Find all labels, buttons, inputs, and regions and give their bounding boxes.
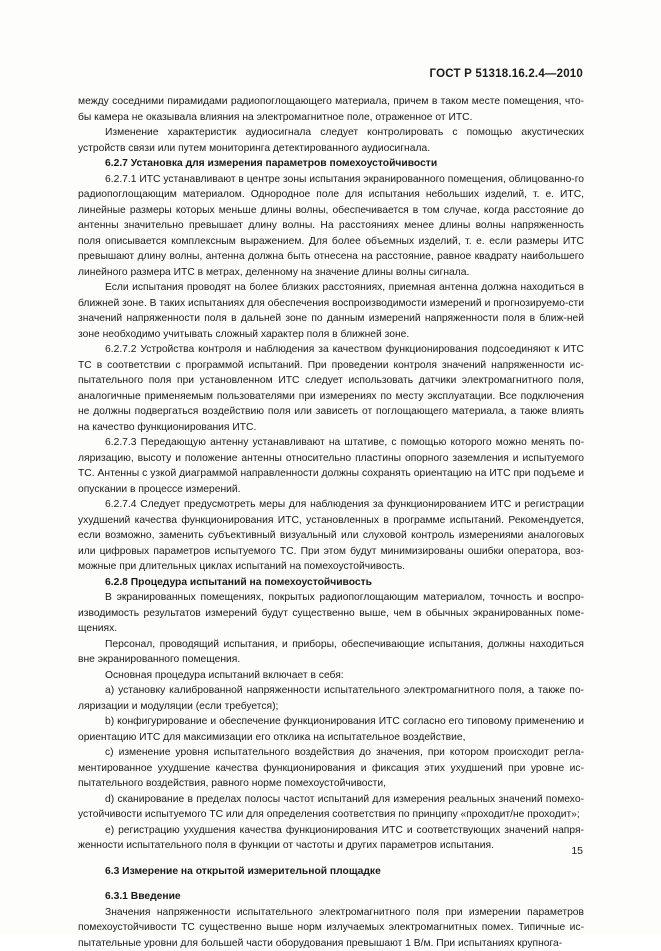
paragraph: В экранированных помещениях, покрытых радиопоглощающим материалом, точность и воспро-изводимость результатов измерений будут существенно выше, чем в обычных экранированных поме-щениях. xyxy=(78,590,584,637)
section-heading: 6.2.8 Процедура испытаний на помехоустойчивость xyxy=(78,575,584,591)
section-heading: 6.2.7 Установка для измерения параметров помехоустойчивости xyxy=(78,156,584,172)
paragraph: Значения напряженности испытательного электромагнитного поля при измерении параметров помехоустойчивости ТС существенно выше норм излучаемых электромагнитных помех. Типичные ис-пытательные уровни для большей части оборудования превышают 1 В/м. При испытаниях крупнога- xyxy=(78,905,584,951)
paragraph: Персонал, проводящий испытания, и приборы, обеспечивающие испытания, должны находиться вне экранированного помещения. xyxy=(78,637,584,668)
paragraph: d) сканирование в пределах полосы частот испытаний для измерения реальных значений помехо-устойчивости испытуемого ТС или для определения соответствия по принципу «проходит/не проходит»; xyxy=(78,792,584,823)
paragraph: Основная процедура испытаний включает в себя: xyxy=(78,668,584,684)
paragraph: 6.2.7.4 Следует предусмотреть меры для наблюдения за функционированием ИТС и регистрации ухудшений качества функционирования ИТС, установленных в программе испытаний. Рекомендуется, если возможно, заменить субъективный визуальный или слуховой контроль измерениями аналоговых или цифровых параметров испытуемого ТС. При этом будут минимизированы ошибки оператора, воз-можные при длительных циклах испытаний на помехоустойчивость. xyxy=(78,497,584,575)
paragraph: 6.2.7.2 Устройства контроля и наблюдения за качеством функционирования подсоединяют к ИТС ТС в соответствии с программой испытаний. При проведении контроля значений напряженности ис-пытательного поля при установленном ИТС следует использовать датчики электромагнитного поля, аналогичные применяемым пользователями при измерениях по месту эксплуатации. Все подключения не должны подвергаться воздействию поля или зависеть от поглощающего материала, а также влиять на качество функционирования ИТС. xyxy=(78,342,584,435)
paragraph: Изменение характеристик аудиосигнала следует контролировать с помощью акустических устройств связи или путем мониторинга детектированного аудиосигнала. xyxy=(78,125,584,156)
paragraph: а) установку калиброванной напряженности испытательного электромагнитного поля, а также по-ляризации и модуляции (если требуется); xyxy=(78,683,584,714)
section-heading: 6.3 Измерение на открытой измерительной площадке xyxy=(78,864,584,880)
section-heading: 6.3.1 Введение xyxy=(78,889,584,905)
paragraph: e) регистрацию ухудшения качества функционирования ИТС и соответствующих значений напря-женности испытательного поля в функции от частоты и других параметров испытания. xyxy=(78,823,584,854)
paragraph: 6.2.7.1 ИТС устанавливают в центре зоны испытания экранированного помещения, облицованно-го радиопоглощающим материалом. Однородное поле для испытания небольших изделий, т. е. ИТС, линейные размеры которых меньше длины волны, обеспечивается в том случае, когда расстояние до антенны значительно превышает длину волны. На расстояниях менее длины волны напряженность поля описывается комплексным выражением. Для более объемных изделий, т. е. если размеры ИТС превышают длину волны, антенна должна быть отнесена на расстояние, равное квадрату наибольшего линейного размера ИТС в метрах, деленному на значение длины волны сигнала. xyxy=(78,172,584,281)
document-body xyxy=(78,94,584,951)
paragraph: 6.2.7.3 Передающую антенну устанавливают на штативе, с помощью которого можно менять по-ляризацию, высоту и положение антенны относительно пластины опорного заземления и испытуемого ТС. Антенны с узкой диаграммой направленности должны сохранять ориентацию на ИТС при подъеме и опускании в процессе измерений. xyxy=(78,435,584,497)
paragraph: Если испытания проводят на более близких расстояниях, приемная антенна должна находиться в ближней зоне. В таких испытаниях для обеспечения воспроизводимости измерений и прогнозируемо-сти значений напряженности поля в дальней зоне по данным измерений напряженности поля в ближ-ней зоне необходимо учитывать сложный характер поля в ближней зоне. xyxy=(78,280,584,342)
page-number: 15 xyxy=(571,845,583,857)
paragraph: между соседними пирамидами радиопоглощающего материала, причем в таком месте помещения, что-бы камера не оказывала влияния на электромагнитное поле, отраженное от ИТС. xyxy=(78,94,584,125)
paragraph: c) изменение уровня испытательного воздействия до значения, при котором происходит регла-ментированное ухудшение качества функционирования и фиксация этих ухудшений при уровне ис-пытательного воздействия, равного норме помехоустойчивости, xyxy=(78,745,584,792)
paragraph: b) конфигурирование и обеспечение функционирования ИТС согласно его типовому применению и ориентацию ИТС для максимизации его отклика на испытательное воздействие, xyxy=(78,714,584,745)
document-header: ГОСТ Р 51318.16.2.4—2010 xyxy=(430,68,583,80)
